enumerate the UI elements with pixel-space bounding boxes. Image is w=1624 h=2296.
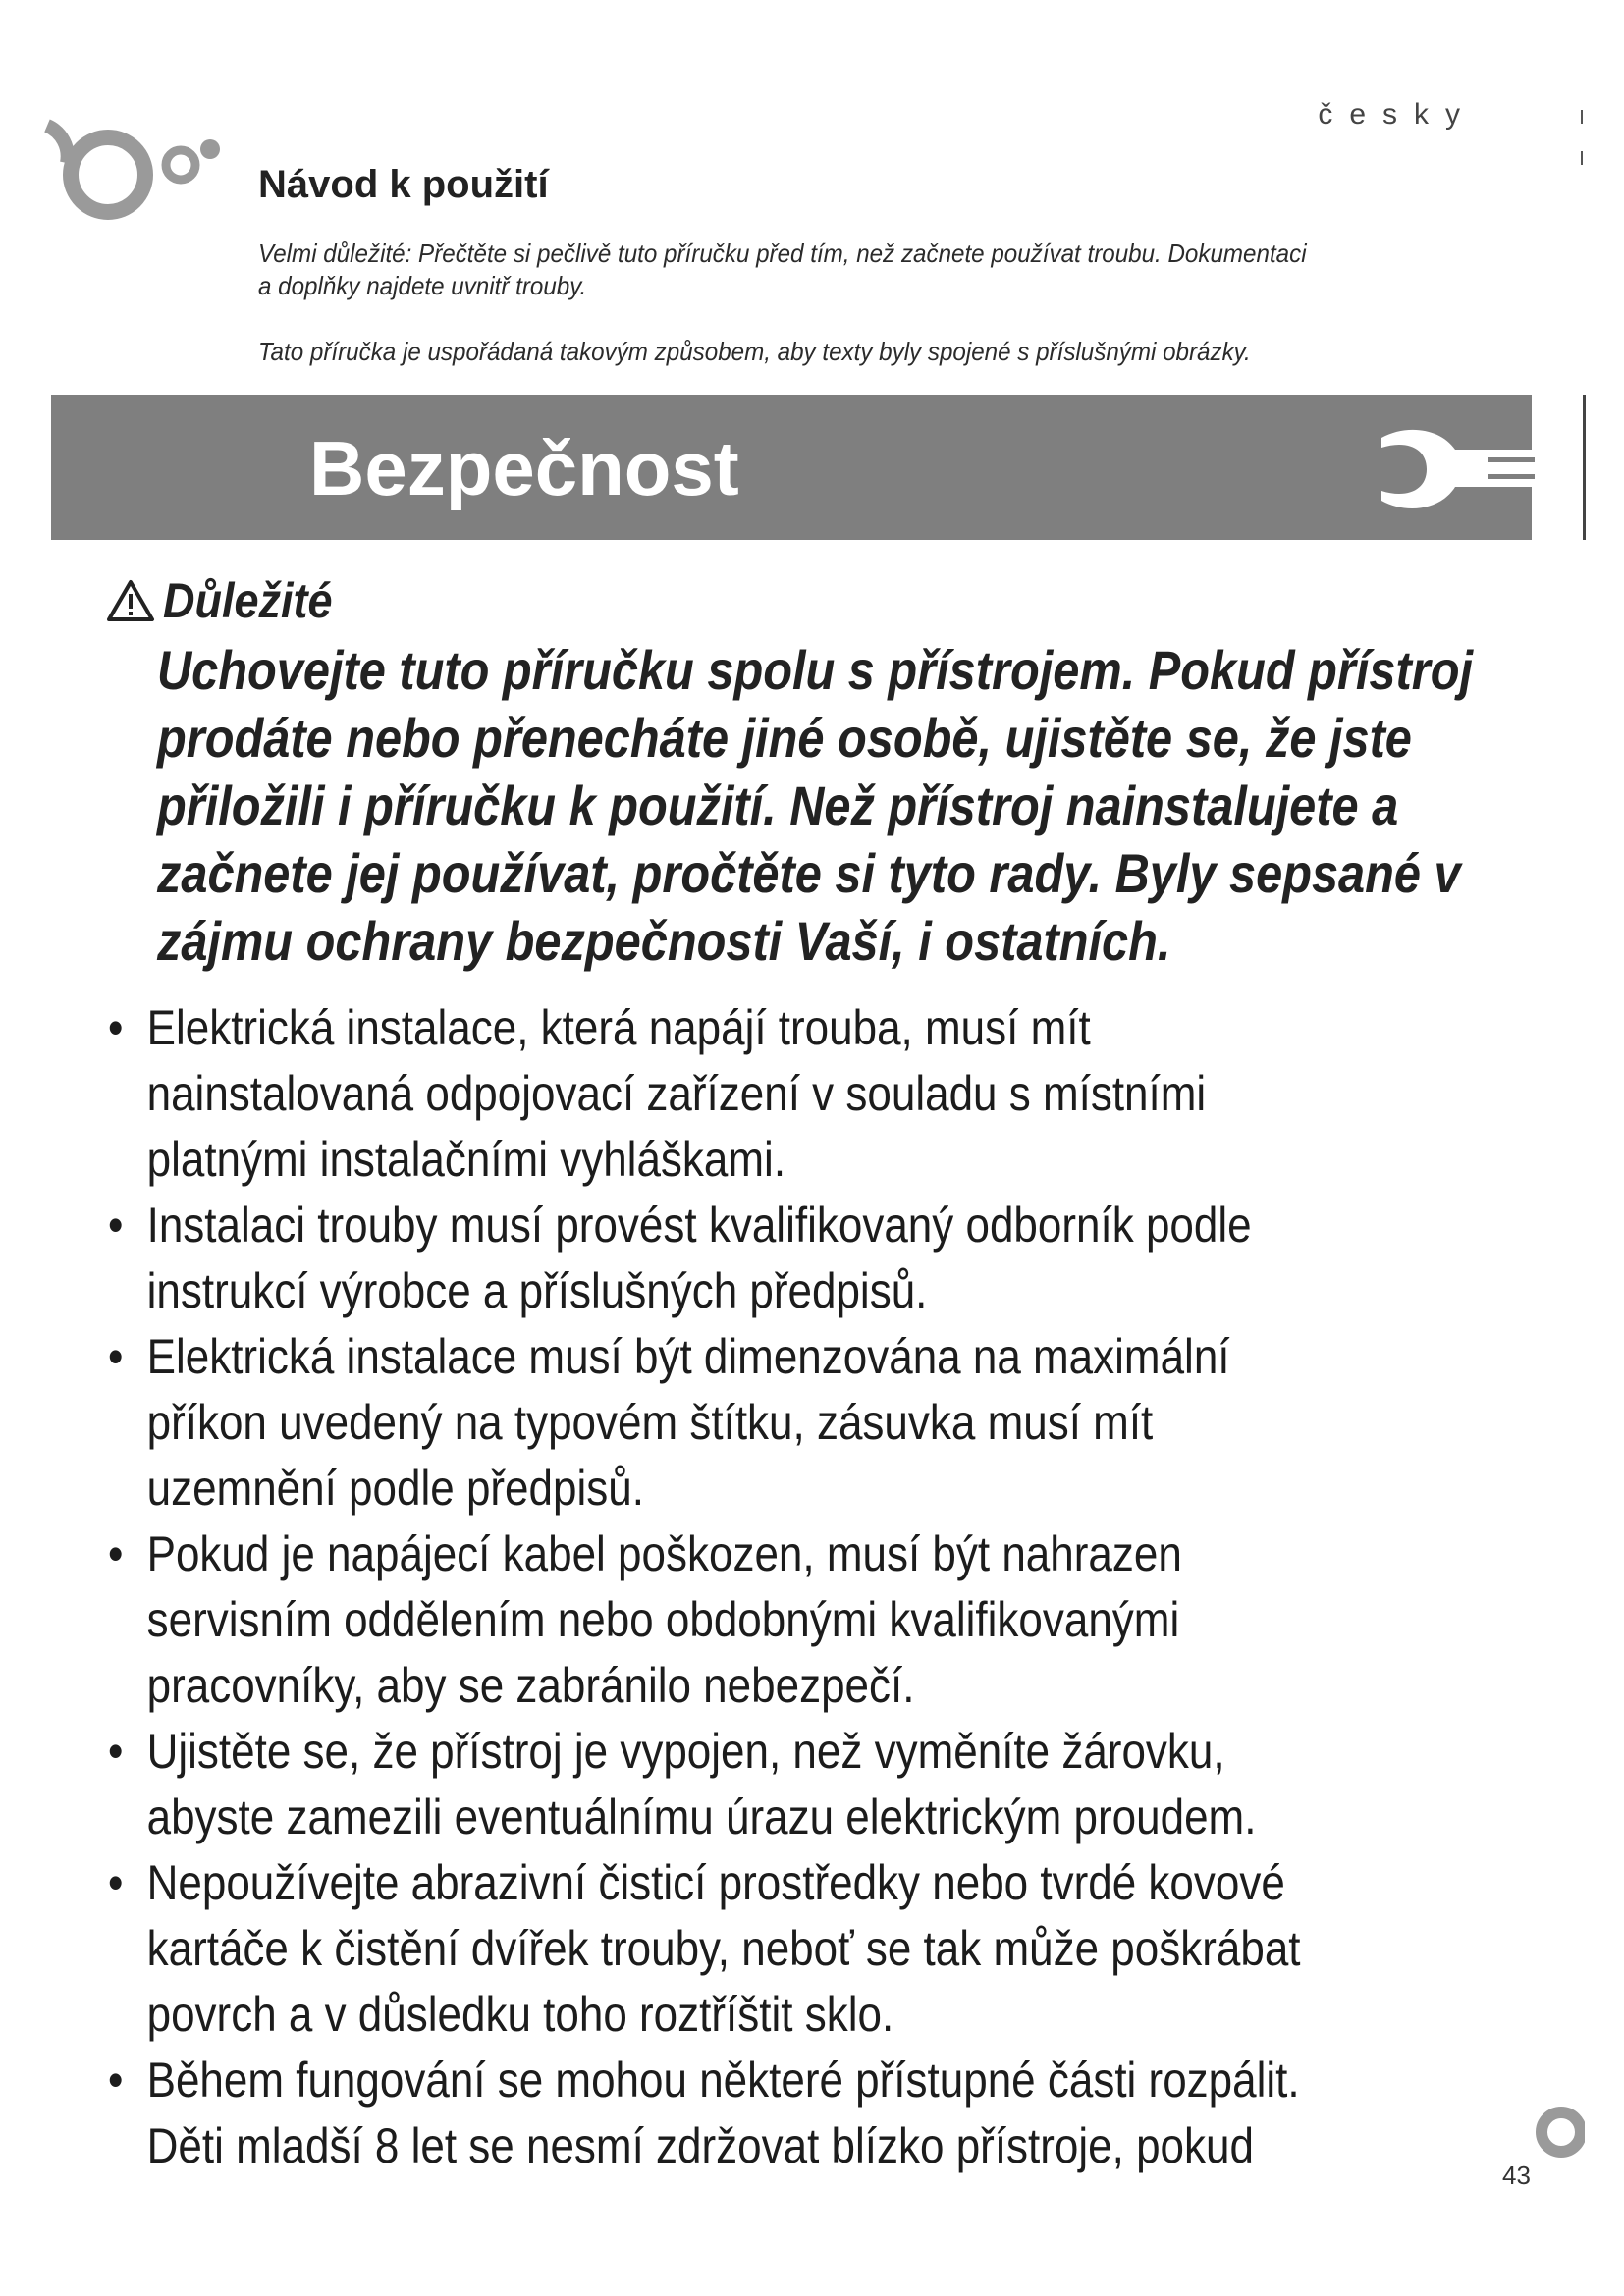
- list-item-line: povrch a v důsledku toho roztříštit sklo.: [146, 1987, 894, 2042]
- warning-paragraph: [157, 636, 1473, 975]
- list-item: [108, 1719, 1456, 1850]
- list-item-line: instrukcí výrobce a příslušných předpisů.: [146, 1263, 928, 1318]
- warning-line: Uchovejte tuto příručku spolu s přístrojem. Pokud přístroj: [157, 639, 1473, 701]
- list-item: [108, 995, 1456, 1193]
- language-label: česky: [1318, 98, 1477, 131]
- intro-note: Tato příručka je uspořádaná takovým způsobem, aby texty byly spojené s příslušnými obrázky.: [258, 337, 1251, 366]
- intro-line: Velmi důležité: Přečtěte si pečlivě tuto příručku před tím, než začnete používat troubu. Dokumentaci: [258, 239, 1307, 268]
- list-item-line: • Ujistěte se, že přístroj je vypojen, než vyměníte žárovku,: [146, 1724, 1225, 1779]
- warning-triangle-icon: [106, 578, 155, 623]
- list-item-line: servisním oddělením nebo obdobnými kvalifikovanými: [146, 1592, 1180, 1647]
- section-banner: [51, 395, 1532, 540]
- page-number: 43: [1502, 2161, 1531, 2190]
- warning-line: zájmu ochrany bezpečnosti Vaší, i ostatních.: [157, 910, 1171, 972]
- safety-list: [108, 995, 1456, 2179]
- list-item-line: • Elektrická instalace musí být dimenzována na maximální: [146, 1329, 1230, 1384]
- warning-line: začnete jej používat, pročtěte si tyto rady. Byly sepsané v: [157, 842, 1461, 904]
- section-title: Bezpečnost: [309, 425, 739, 511]
- manual-title: Návod k použití: [258, 163, 549, 206]
- warning-line: přiložili i příručku k použití. Než přístroj nainstalujete a: [157, 774, 1399, 836]
- intro-line: a doplňky najdete uvnitř trouby.: [258, 271, 587, 300]
- list-item-line: platnými instalačními vyhláškami.: [146, 1132, 786, 1187]
- list-item-line: • Nepoužívejte abrazivní čisticí prostředky nebo tvrdé kovové: [146, 1855, 1285, 1910]
- list-item-line: abyste zamezili eventuálnímu úrazu elektrickým proudem.: [146, 1789, 1257, 1844]
- list-item-line: • Během fungování se mohou některé přístupné části rozpálit.: [146, 2053, 1300, 2108]
- edge-mark: [1583, 395, 1586, 540]
- list-item-line: uzemnění podle předpisů.: [146, 1461, 644, 1516]
- list-item-line: pracovníky, aby se zabránilo nebezpečí.: [146, 1658, 915, 1713]
- list-item-line: nainstalovaná odpojovací zařízení v souladu s místními: [146, 1066, 1207, 1121]
- list-item: [108, 1193, 1456, 1324]
- corner-circle-icon: [1534, 2103, 1585, 2162]
- list-item-line: • Elektrická instalace, která napájí trouba, musí mít: [146, 1000, 1091, 1055]
- list-item: [108, 1324, 1456, 1522]
- important-label: Důležité: [163, 573, 333, 628]
- edge-tick: [1581, 151, 1583, 165]
- list-item-line: • Instalaci trouby musí provést kvalifikovaný odborník podle: [146, 1198, 1252, 1253]
- list-item-line: kartáče k čistění dvířek trouby, neboť se tak může poškrábat: [146, 1921, 1301, 1976]
- edge-tick: [1581, 110, 1583, 124]
- list-item: [108, 1850, 1456, 2048]
- list-item-line: Děti mladší 8 let se nesmí zdržovat blízko přístroje, pokud: [146, 2118, 1254, 2173]
- list-item-line: příkon uvedený na typovém štítku, zásuvka musí mít: [146, 1395, 1154, 1450]
- list-item: [108, 2048, 1456, 2179]
- intro-paragraph: [258, 238, 1454, 302]
- wrench-icon: [1362, 420, 1548, 518]
- warning-line: prodáte nebo přenecháte jiné osobě, ujistěte se, že jste: [157, 707, 1412, 769]
- important-heading: [106, 571, 352, 630]
- bubbles-logo-icon: [43, 106, 230, 234]
- list-item: [108, 1522, 1456, 1719]
- list-item-line: • Pokud je napájecí kabel poškozen, musí být nahrazen: [146, 1526, 1182, 1581]
